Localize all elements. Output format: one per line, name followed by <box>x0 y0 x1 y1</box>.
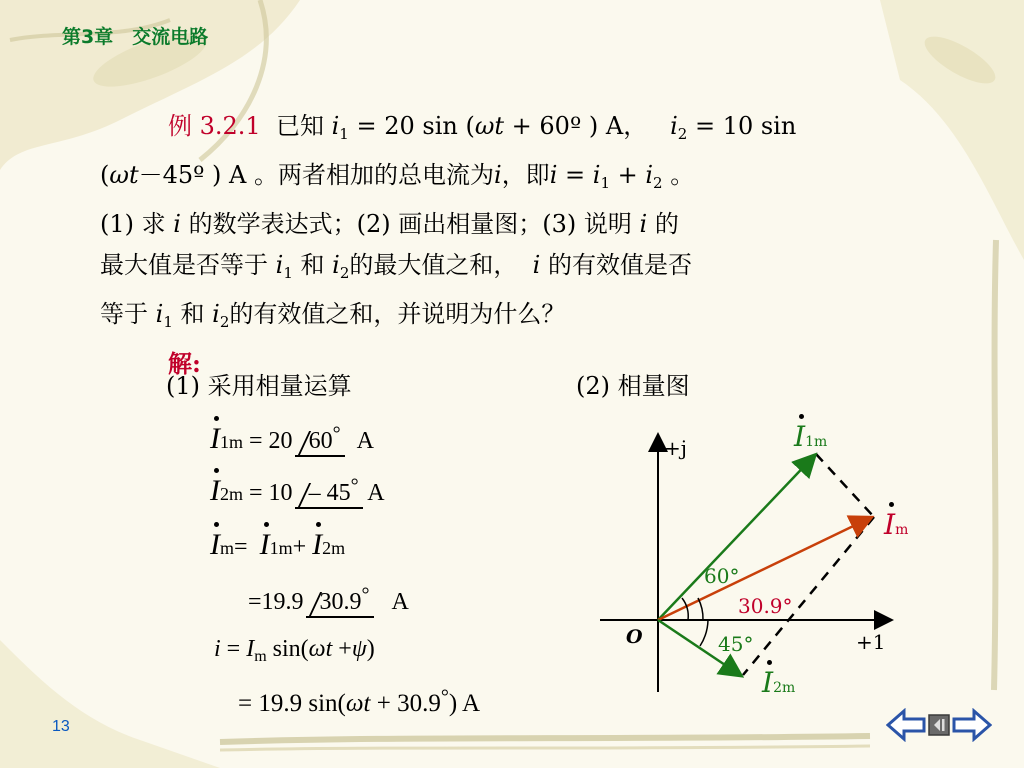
unit: A <box>391 589 409 615</box>
sub: 1m <box>220 432 244 452</box>
text: = 10 <box>249 480 293 506</box>
chapter-title: 第3章 交流电路 <box>62 26 209 48</box>
text: 的最大值之和， <box>349 251 518 279</box>
phasor-I: I <box>210 474 220 507</box>
text: =19.9 <box>248 589 304 615</box>
sub: 2 <box>219 313 230 331</box>
var-i: i <box>212 300 220 328</box>
arc-45 <box>700 620 708 646</box>
var-i: i <box>645 161 654 189</box>
sub: m <box>220 538 235 558</box>
phasor-I: I <box>259 528 270 561</box>
dashed-line-1 <box>816 454 874 517</box>
section2-label: (2) 相量图 <box>576 372 690 400</box>
equation-Im-value <box>248 584 409 618</box>
label-Im: Im <box>884 508 909 541</box>
var-i: i <box>639 210 648 238</box>
text: ，即 <box>501 161 550 189</box>
text: 等于 <box>100 300 148 328</box>
page-number: 13 <box>52 718 70 735</box>
text: + <box>609 161 646 189</box>
sub: 2 <box>677 125 688 143</box>
example-label: 例 3.2.1 <box>168 112 261 140</box>
equation-I1m <box>210 422 374 457</box>
var-i: i <box>173 210 181 238</box>
var-omega-t: ωt <box>109 161 139 189</box>
origin-label: O <box>626 626 643 648</box>
angle-symbol: 60° <box>295 423 345 457</box>
equation-i-result: = 19.9 sin(ωt + 30.9°) A <box>238 686 481 717</box>
text: 的 <box>654 210 679 238</box>
sub: 2m <box>220 484 244 504</box>
home-icon[interactable] <box>928 714 950 740</box>
unit: A <box>367 480 385 506</box>
axis-y-label: +j <box>664 436 687 460</box>
sub: 2 <box>653 174 663 192</box>
arrow-left-icon[interactable] <box>886 708 926 746</box>
angle-309-label: 30.9° <box>738 594 793 618</box>
unit: A <box>356 428 374 454</box>
phasor-I: I <box>312 528 323 561</box>
var-i: i <box>332 251 340 279</box>
sub: 1m <box>269 538 293 558</box>
sub: 1 <box>600 174 610 192</box>
text: = 10 sin <box>687 112 797 140</box>
sub: 1 <box>283 264 293 282</box>
solution-label: 解: <box>168 349 201 378</box>
angle-60-label: 60° <box>704 564 740 588</box>
text: 。 <box>662 161 695 189</box>
var-i: i <box>155 300 164 328</box>
text: (1) 求 <box>100 210 166 238</box>
text: + <box>292 534 307 560</box>
equation-Im-sum <box>210 528 345 562</box>
angle-symbol: – 45° <box>295 475 363 509</box>
label-I2m: I2m <box>762 666 796 699</box>
arc-309 <box>698 598 703 620</box>
section1-label: (1) 采用相量运算 <box>166 372 352 400</box>
sub: 2 <box>339 264 350 282</box>
sub: 1 <box>163 313 173 331</box>
phasor-I: I <box>210 528 220 561</box>
text: 的有效值是否 <box>547 251 692 279</box>
var-omega-t: ωt <box>474 112 505 140</box>
text: = <box>557 161 593 189</box>
text: = 20 sin ( <box>348 112 475 140</box>
text: 和 <box>300 251 325 279</box>
text: ( <box>100 161 110 189</box>
equation-i-general: $i = I_m$ sin(ωt +ψ) <box>214 636 375 665</box>
var-i: i <box>670 112 678 140</box>
var-i: i <box>592 161 601 189</box>
var-i: i <box>275 251 284 279</box>
var-i: i <box>549 161 558 189</box>
axis-x-label: +1 <box>856 630 886 654</box>
phasor-I: I <box>210 422 220 455</box>
label-I1m: I1m <box>794 420 828 453</box>
text: －45º ) A 。两者相加的总电流为 <box>138 161 494 189</box>
var-i: i <box>532 251 541 279</box>
angle-symbol: 30.9° <box>306 584 374 618</box>
equation-I2m <box>210 474 385 509</box>
text: 的有效值之和，并说明为什么？ <box>229 300 566 328</box>
angle-45-label: 45° <box>718 632 754 656</box>
text: = 20 <box>249 428 293 454</box>
text: 和 <box>180 300 205 328</box>
sub: 2m <box>322 538 346 558</box>
text: = <box>234 534 248 560</box>
text: + 60º ) A， <box>504 112 648 140</box>
problem-statement <box>100 106 908 385</box>
sub: 1 <box>339 125 349 143</box>
var-i: i <box>494 161 502 189</box>
text: 的数学表达式；(2) 画出相量图；(3) 说明 <box>188 210 632 238</box>
arrow-right-icon[interactable] <box>952 708 992 746</box>
text: 已知 <box>275 112 324 140</box>
var-i: i <box>331 112 340 140</box>
text: 最大值是否等于 <box>100 251 268 279</box>
